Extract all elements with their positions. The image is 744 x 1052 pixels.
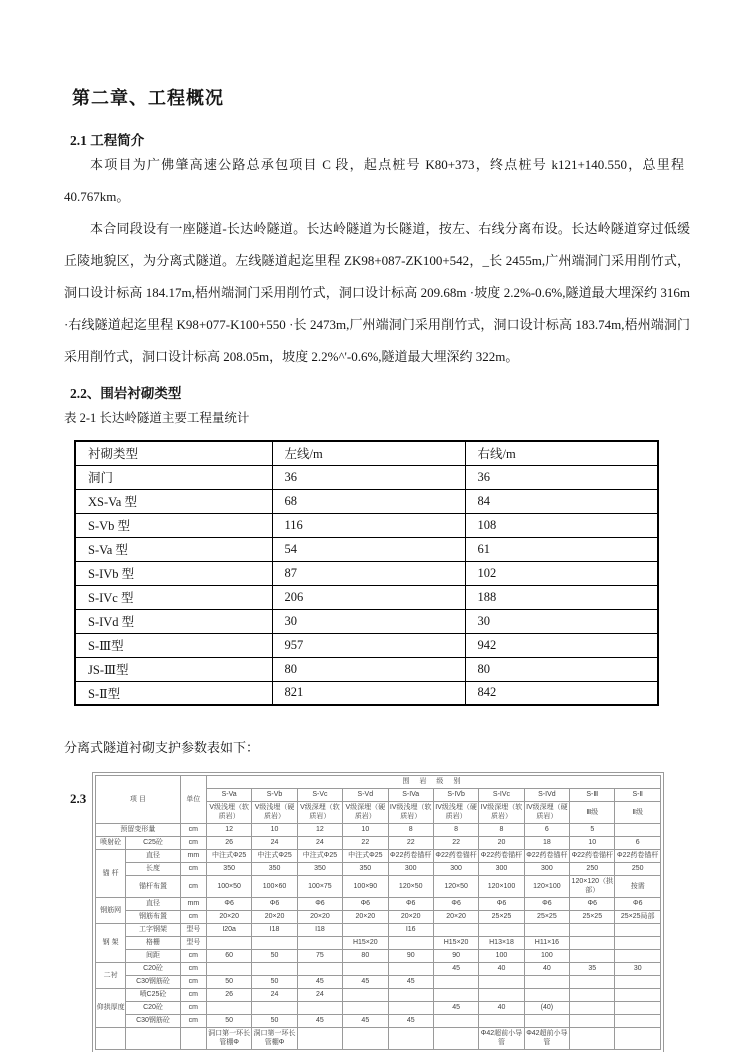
- support-value-cell: 中注式Φ25: [343, 849, 388, 862]
- support-table-note: 分离式隧道衬砌支护参数表如下：: [64, 740, 260, 755]
- support-value-cell: [297, 1001, 342, 1014]
- support-value-cell: [570, 1014, 615, 1027]
- support-value-cell: I20a: [206, 923, 251, 936]
- support-row: [96, 949, 661, 962]
- support-col-code: S-IVb: [433, 789, 478, 802]
- support-value-cell: Φ22药卷锚杆: [479, 849, 524, 862]
- support-unit-cell: [180, 1027, 206, 1049]
- support-row-label: C20砼: [126, 962, 180, 975]
- quantity-cell: 80: [272, 657, 465, 681]
- section-2-3-fragment: 2.3: [70, 791, 87, 806]
- support-col-desc: IV级浅埋（软质岩）: [388, 802, 433, 824]
- support-value-cell: 30: [615, 962, 661, 975]
- support-row-label: C30钢筋砼: [126, 975, 180, 988]
- quantity-header-row: [75, 441, 658, 465]
- support-value-cell: Φ22药卷锚杆: [570, 849, 615, 862]
- quantity-cell: 36: [272, 465, 465, 489]
- quantity-cell: 821: [272, 681, 465, 705]
- support-value-cell: I18: [252, 923, 297, 936]
- support-row: [96, 1014, 661, 1027]
- support-value-cell: 26: [206, 836, 251, 849]
- quantity-cell: 30: [272, 609, 465, 633]
- support-col-desc: Ⅲ级: [570, 802, 615, 824]
- support-value-cell: 22: [433, 836, 478, 849]
- support-row-label: 间距: [126, 949, 180, 962]
- support-value-cell: 45: [297, 975, 342, 988]
- support-row: [96, 936, 661, 949]
- support-value-cell: 40: [479, 1001, 524, 1014]
- support-unit-cell: cm: [180, 1001, 206, 1014]
- support-value-cell: 100×50: [206, 875, 251, 897]
- support-value-cell: 300: [433, 862, 478, 875]
- support-value-cell: 8: [388, 823, 433, 836]
- support-unit-cell: cm: [180, 962, 206, 975]
- quantity-cell: 84: [465, 489, 658, 513]
- support-unit-cell: mm: [180, 897, 206, 910]
- support-value-cell: 20×20: [252, 910, 297, 923]
- support-value-cell: [297, 936, 342, 949]
- support-group-label: 锚 杆: [96, 849, 126, 897]
- support-value-cell: 20×20: [388, 910, 433, 923]
- support-value-cell: 8: [479, 823, 524, 836]
- support-value-cell: 100×75: [297, 875, 342, 897]
- support-row-label: 格栅: [126, 936, 180, 949]
- support-value-cell: 24: [297, 836, 342, 849]
- support-value-cell: 75: [297, 949, 342, 962]
- support-value-cell: [615, 1014, 661, 1027]
- support-value-cell: 120×100: [479, 875, 524, 897]
- support-group-label: 钢 架: [96, 923, 126, 962]
- support-value-cell: [570, 949, 615, 962]
- quantity-cell: XS-Va 型: [75, 489, 272, 513]
- support-value-cell: 45: [388, 1014, 433, 1027]
- support-unit-cell: cm: [180, 823, 206, 836]
- support-value-cell: 24: [252, 836, 297, 849]
- support-value-cell: 20×20: [343, 910, 388, 923]
- support-value-cell: 120×50: [433, 875, 478, 897]
- support-row: [96, 923, 661, 936]
- support-value-cell: [615, 936, 661, 949]
- support-value-cell: 18: [524, 836, 569, 849]
- quantity-row: [75, 633, 658, 657]
- quantity-cell: 942: [465, 633, 658, 657]
- support-row-label: C30钢筋砼: [126, 1014, 180, 1027]
- support-col-code: S-Ⅱ: [615, 789, 661, 802]
- chapter-title: 第二章、工程概况: [72, 88, 224, 108]
- support-group-label: [96, 1027, 126, 1049]
- support-value-cell: 50: [252, 975, 297, 988]
- support-value-cell: 250: [615, 862, 661, 875]
- support-value-cell: 90: [433, 949, 478, 962]
- quantity-cell: S-IVc 型: [75, 585, 272, 609]
- support-value-cell: [297, 962, 342, 975]
- support-value-cell: 25×25局部: [615, 910, 661, 923]
- support-col-code: S-Ⅲ: [570, 789, 615, 802]
- support-row-label: 工字钢架: [126, 923, 180, 936]
- support-value-cell: 洞口第一环长管棚Φ: [206, 1027, 251, 1049]
- support-row: [96, 962, 661, 975]
- support-col-code: S-IVd: [524, 789, 569, 802]
- support-value-cell: 120×50: [388, 875, 433, 897]
- paragraph-tunnel-description: 本合同段设有一座隧道-长达岭隧道。长达岭隧道为长隧道，按左、右线分离布设。长达岭隧道穿过低缓丘陵地貌区，为分离式隧道。左线隧道起迄里程 ZK98+087-ZK100+542，_长 2455m,广州端洞门采用削竹式，洞口设计标高 184.17m,梧州端洞门采用削竹式，洞口设计标高 209.68m ·坡度 2.2%-0.6%,隧道最大埋深约 316m ·右线隧道起迄里程 K98+077-K100+550 ·长 2473m,厂州端洞门采用削竹式，洞口设计标高 183.74m,梧州端洞门采用削竹式，洞口设计标高 208.05m，坡度 2.2%^'-0.6%,隧道最大埋深约 322m。: [64, 221, 690, 364]
- support-col-desc: V级深埋（硬质岩）: [343, 802, 388, 824]
- support-value-cell: 350: [343, 862, 388, 875]
- support-value-cell: [297, 1027, 342, 1049]
- support-row: [96, 910, 661, 923]
- support-value-cell: 20×20: [433, 910, 478, 923]
- support-value-cell: 20×20: [206, 910, 251, 923]
- quantity-col-header: 左线/m: [272, 441, 465, 465]
- support-value-cell: 25×25: [479, 910, 524, 923]
- support-value-cell: Φ6: [615, 897, 661, 910]
- support-value-cell: Φ6: [388, 897, 433, 910]
- support-value-cell: H13×18: [479, 936, 524, 949]
- support-value-cell: Φ6: [206, 897, 251, 910]
- support-unit-cell: cm: [180, 862, 206, 875]
- support-value-cell: Φ6: [479, 897, 524, 910]
- support-value-cell: [433, 988, 478, 1001]
- support-value-cell: [570, 975, 615, 988]
- support-value-cell: 250: [570, 862, 615, 875]
- support-rock-class-header: 围 岩 级 别: [206, 776, 660, 789]
- quantity-cell: S-Va 型: [75, 537, 272, 561]
- quantity-cell: 957: [272, 633, 465, 657]
- support-value-cell: [433, 975, 478, 988]
- support-value-cell: 50: [206, 1014, 251, 1027]
- support-value-cell: [524, 975, 569, 988]
- quantity-cell: S-Ⅲ型: [75, 633, 272, 657]
- support-row-label: 锚杆布置: [126, 875, 180, 897]
- quantity-cell: 102: [465, 561, 658, 585]
- support-value-cell: 120×120（拱部）: [570, 875, 615, 897]
- section-2-1-heading: 2.1 工程简介: [70, 133, 145, 148]
- support-value-cell: 300: [524, 862, 569, 875]
- support-value-cell: [433, 1027, 478, 1049]
- support-row-label: 直径: [126, 897, 180, 910]
- support-value-cell: 45: [388, 975, 433, 988]
- support-value-cell: [343, 962, 388, 975]
- support-unit-cell: cm: [180, 836, 206, 849]
- quantity-row: [75, 513, 658, 537]
- support-value-cell: 350: [297, 862, 342, 875]
- support-value-cell: [615, 1001, 661, 1014]
- support-col-code: S-Vb: [252, 789, 297, 802]
- support-value-cell: 350: [252, 862, 297, 875]
- support-value-cell: 45: [343, 975, 388, 988]
- support-row: [96, 975, 661, 988]
- support-value-cell: [206, 962, 251, 975]
- support-value-cell: 60: [206, 949, 251, 962]
- support-value-cell: 6: [615, 836, 661, 849]
- support-value-cell: 350: [206, 862, 251, 875]
- support-value-cell: 10: [343, 823, 388, 836]
- support-value-cell: 300: [479, 862, 524, 875]
- quantity-cell: 842: [465, 681, 658, 705]
- support-header-row-1: [96, 776, 661, 789]
- support-value-cell: 300: [388, 862, 433, 875]
- support-col-desc: IV级深埋（硬质岩）: [524, 802, 569, 824]
- table-2-1-caption: 表 2-1 长达岭隧道主要工程量统计: [64, 411, 250, 425]
- support-row-label: 直径: [126, 849, 180, 862]
- support-value-cell: [479, 923, 524, 936]
- support-value-cell: [479, 988, 524, 1001]
- quantity-cell: 61: [465, 537, 658, 561]
- support-table: [95, 775, 661, 1050]
- quantity-cell: 80: [465, 657, 658, 681]
- support-value-cell: 12: [297, 823, 342, 836]
- quantity-cell: 36: [465, 465, 658, 489]
- support-value-cell: 50: [206, 975, 251, 988]
- support-value-cell: [615, 949, 661, 962]
- support-value-cell: Φ22药卷锚杆: [433, 849, 478, 862]
- support-value-cell: 6: [524, 823, 569, 836]
- support-row-label: 钢筋布置: [126, 910, 180, 923]
- support-value-cell: [388, 936, 433, 949]
- support-col-code: S-Vd: [343, 789, 388, 802]
- support-value-cell: 按需: [615, 875, 661, 897]
- quantity-table-head: [75, 441, 658, 465]
- quantity-cell: 188: [465, 585, 658, 609]
- support-value-cell: Φ22药卷锚杆: [615, 849, 661, 862]
- support-value-cell: [433, 1014, 478, 1027]
- quantity-row: [75, 681, 658, 705]
- support-row: [96, 823, 661, 836]
- support-value-cell: [252, 1001, 297, 1014]
- quantity-cell: 206: [272, 585, 465, 609]
- support-value-cell: [615, 823, 661, 836]
- quantity-cell: 108: [465, 513, 658, 537]
- support-table-head: [96, 776, 661, 824]
- quantity-cell: JS-Ⅲ型: [75, 657, 272, 681]
- support-col-desc: IV级浅埋（硬质岩）: [433, 802, 478, 824]
- support-value-cell: 45: [433, 962, 478, 975]
- support-value-cell: 45: [343, 1014, 388, 1027]
- support-unit-header: 单位: [180, 776, 206, 824]
- support-value-cell: 中注式Φ25: [252, 849, 297, 862]
- support-value-cell: [343, 1027, 388, 1049]
- support-row-label: C20砼: [126, 1001, 180, 1014]
- support-unit-cell: cm: [180, 975, 206, 988]
- support-value-cell: 24: [297, 988, 342, 1001]
- support-value-cell: 40: [479, 962, 524, 975]
- paragraph-project-intro: 本项目为广佛肇高速公路总承包项目 C 段，起点桩号 K80+373，终点桩号 k121+140.550，总里程 40.767km。: [64, 157, 684, 204]
- support-value-cell: [388, 1001, 433, 1014]
- support-row: [96, 897, 661, 910]
- support-group-label: 二衬: [96, 962, 126, 988]
- support-row: [96, 875, 661, 897]
- support-unit-cell: 型号: [180, 936, 206, 949]
- support-value-cell: 20×20: [297, 910, 342, 923]
- support-value-cell: 45: [297, 1014, 342, 1027]
- support-value-cell: [615, 1027, 661, 1049]
- support-unit-cell: mm: [180, 849, 206, 862]
- support-value-cell: Φ42超前小导管: [524, 1027, 569, 1049]
- support-row-label: 长度: [126, 862, 180, 875]
- support-col-desc: IV级深埋（软质岩）: [479, 802, 524, 824]
- support-value-cell: I18: [297, 923, 342, 936]
- support-unit-cell: cm: [180, 949, 206, 962]
- quantity-cell: 116: [272, 513, 465, 537]
- support-value-cell: (40): [524, 1001, 569, 1014]
- support-row-label: 喷C25砼: [126, 988, 180, 1001]
- support-row-label: 预留变形量: [96, 823, 181, 836]
- support-value-cell: Φ6: [297, 897, 342, 910]
- support-unit-cell: cm: [180, 910, 206, 923]
- support-value-cell: Φ22药卷锚杆: [388, 849, 433, 862]
- quantity-row: [75, 537, 658, 561]
- support-value-cell: [524, 988, 569, 1001]
- support-col-desc: V级深埋（软质岩）: [297, 802, 342, 824]
- support-group-label: 仰拱厚度: [96, 988, 126, 1027]
- support-value-cell: [524, 1014, 569, 1027]
- quantity-table-container: [74, 440, 659, 706]
- support-value-cell: [343, 923, 388, 936]
- quantity-row: [75, 489, 658, 513]
- support-value-cell: 24: [252, 988, 297, 1001]
- quantity-col-header: 右线/m: [465, 441, 658, 465]
- quantity-row: [75, 585, 658, 609]
- support-col-code: S-IVa: [388, 789, 433, 802]
- support-value-cell: [479, 975, 524, 988]
- support-value-cell: [615, 975, 661, 988]
- support-col-desc: V级浅埋（硬质岩）: [252, 802, 297, 824]
- support-value-cell: 22: [343, 836, 388, 849]
- support-col-desc: Ⅱ级: [615, 802, 661, 824]
- support-value-cell: 20: [479, 836, 524, 849]
- support-value-cell: 100×90: [343, 875, 388, 897]
- quantity-cell: 68: [272, 489, 465, 513]
- quantity-cell: 54: [272, 537, 465, 561]
- support-value-cell: [388, 988, 433, 1001]
- quantity-row: [75, 465, 658, 489]
- support-value-cell: [615, 988, 661, 1001]
- support-row: [96, 1027, 661, 1049]
- support-value-cell: 12: [206, 823, 251, 836]
- support-value-cell: 26: [206, 988, 251, 1001]
- support-value-cell: [343, 1001, 388, 1014]
- support-row: [96, 836, 661, 849]
- quantity-table: [74, 440, 659, 706]
- support-group-label: 喷射砼: [96, 836, 126, 849]
- support-value-cell: 10: [570, 836, 615, 849]
- support-value-cell: Φ6: [433, 897, 478, 910]
- support-value-cell: 8: [433, 823, 478, 836]
- quantity-cell: 洞门: [75, 465, 272, 489]
- quantity-row: [75, 561, 658, 585]
- quantity-cell: 87: [272, 561, 465, 585]
- support-row: [96, 862, 661, 875]
- support-value-cell: 中注式Φ25: [297, 849, 342, 862]
- support-value-cell: Φ6: [524, 897, 569, 910]
- support-value-cell: I16: [388, 923, 433, 936]
- support-value-cell: [206, 1001, 251, 1014]
- support-value-cell: [524, 923, 569, 936]
- support-value-cell: [615, 923, 661, 936]
- support-value-cell: 50: [252, 1014, 297, 1027]
- support-value-cell: 10: [252, 823, 297, 836]
- support-value-cell: [570, 1001, 615, 1014]
- support-col-code: S-Vc: [297, 789, 342, 802]
- support-value-cell: 22: [388, 836, 433, 849]
- support-value-cell: [206, 936, 251, 949]
- support-unit-cell: 型号: [180, 923, 206, 936]
- support-value-cell: 120×100: [524, 875, 569, 897]
- support-row-label: [126, 1027, 180, 1049]
- support-value-cell: [388, 1027, 433, 1049]
- support-value-cell: 中注式Φ25: [206, 849, 251, 862]
- support-value-cell: 100×60: [252, 875, 297, 897]
- support-value-cell: 5: [570, 823, 615, 836]
- support-value-cell: 80: [343, 949, 388, 962]
- support-value-cell: [388, 962, 433, 975]
- support-value-cell: Φ6: [252, 897, 297, 910]
- support-unit-cell: cm: [180, 1014, 206, 1027]
- support-value-cell: H11×16: [524, 936, 569, 949]
- support-row: [96, 849, 661, 862]
- support-row: [96, 1001, 661, 1014]
- support-value-cell: [570, 988, 615, 1001]
- quantity-cell: S-Vb 型: [75, 513, 272, 537]
- support-value-cell: [570, 936, 615, 949]
- support-value-cell: [433, 923, 478, 936]
- support-value-cell: Φ42超前小导管: [479, 1027, 524, 1049]
- support-value-cell: 100: [479, 949, 524, 962]
- support-value-cell: [252, 936, 297, 949]
- quantity-cell: S-IVb 型: [75, 561, 272, 585]
- support-unit-cell: cm: [180, 875, 206, 897]
- support-value-cell: [570, 1027, 615, 1049]
- support-value-cell: 25×25: [570, 910, 615, 923]
- support-value-cell: 90: [388, 949, 433, 962]
- quantity-row: [75, 657, 658, 681]
- quantity-cell: S-IVd 型: [75, 609, 272, 633]
- support-value-cell: H15×20: [433, 936, 478, 949]
- support-table-container: [92, 772, 664, 1052]
- section-2-2-heading: 2.2、围岩衬砌类型: [70, 386, 182, 401]
- quantity-cell: 30: [465, 609, 658, 633]
- support-value-cell: 50: [252, 949, 297, 962]
- support-value-cell: H15×20: [343, 936, 388, 949]
- support-value-cell: Φ6: [570, 897, 615, 910]
- quantity-table-body: [75, 465, 658, 705]
- support-value-cell: [479, 1014, 524, 1027]
- quantity-cell: S-Ⅱ型: [75, 681, 272, 705]
- support-unit-cell: cm: [180, 988, 206, 1001]
- support-corner-cell: 项 目: [96, 776, 181, 824]
- support-value-cell: 25×25: [524, 910, 569, 923]
- support-value-cell: [570, 923, 615, 936]
- support-table-body: [96, 823, 661, 1049]
- support-value-cell: [252, 962, 297, 975]
- support-group-label: 钢筋网: [96, 897, 126, 923]
- quantity-row: [75, 609, 658, 633]
- support-row: [96, 988, 661, 1001]
- support-row-label: C25砼: [126, 836, 180, 849]
- support-value-cell: 35: [570, 962, 615, 975]
- support-value-cell: Φ6: [343, 897, 388, 910]
- support-col-desc: V级浅埋（软质岩）: [206, 802, 251, 824]
- support-value-cell: 洞口第一环长管棚Φ: [252, 1027, 297, 1049]
- support-value-cell: [343, 988, 388, 1001]
- support-value-cell: 40: [524, 962, 569, 975]
- support-col-code: S-IVc: [479, 789, 524, 802]
- support-value-cell: 45: [433, 1001, 478, 1014]
- support-value-cell: 100: [524, 949, 569, 962]
- support-col-code: S-Va: [206, 789, 251, 802]
- quantity-col-header: 衬砌类型: [75, 441, 272, 465]
- support-value-cell: Φ22药卷锚杆: [524, 849, 569, 862]
